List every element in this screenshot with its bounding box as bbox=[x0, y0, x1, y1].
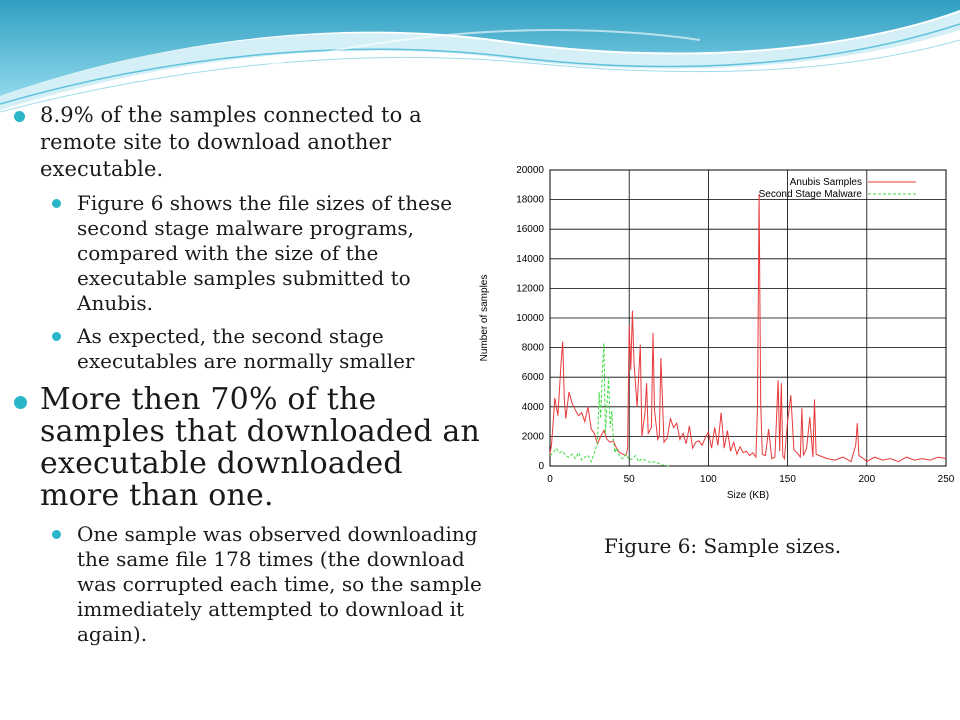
y-tick-label: 2000 bbox=[521, 431, 544, 443]
x-axis-label: Size (KB) bbox=[726, 490, 770, 501]
bullet-2 bbox=[14, 384, 484, 512]
bullet-1 bbox=[14, 102, 484, 183]
y-tick-label: 18000 bbox=[516, 194, 544, 206]
x-tick-label: 50 bbox=[623, 474, 635, 485]
x-tick-label: 250 bbox=[937, 474, 954, 485]
y-tick-label: 14000 bbox=[516, 253, 544, 265]
bullet-1-sub-1-text: Figure 6 shows the file sizes of these second stage malware programs, compared with the size of the executable samples submitted to Anubis. bbox=[77, 191, 453, 315]
y-tick-label: 0 bbox=[538, 461, 544, 472]
y-tick-label: 8000 bbox=[521, 342, 544, 354]
y-tick-label: 4000 bbox=[521, 401, 544, 413]
figure-caption: Figure 6: Sample sizes. bbox=[604, 534, 842, 558]
bullet-dot-icon bbox=[14, 396, 27, 409]
legend-label: Anubis Samples bbox=[789, 177, 862, 188]
y-tick-label: 6000 bbox=[521, 372, 544, 384]
x-tick-label: 150 bbox=[779, 474, 796, 485]
bullet-1-sub-2 bbox=[14, 324, 484, 374]
y-tick-label: 16000 bbox=[516, 224, 544, 236]
bullet-1-sub-1 bbox=[14, 191, 484, 316]
y-tick-label: 10000 bbox=[516, 313, 544, 324]
y-axis-label: Number of samples bbox=[479, 274, 490, 362]
legend-label: Second Stage Malware bbox=[758, 189, 862, 200]
bullet-2-sub-1 bbox=[14, 522, 484, 647]
y-tick-label: 12000 bbox=[516, 283, 544, 295]
bullet-dot-icon bbox=[52, 199, 61, 208]
sample-sizes-chart bbox=[474, 158, 954, 528]
bullet-1-text: 8.9% of the samples connected to a remote site to download another executable. bbox=[40, 103, 422, 181]
bullet-2-sub-1-text: One sample was observed downloading the same file 178 times (the download was corrupted each time, so the sample immediately attempted to download it again). bbox=[77, 522, 482, 646]
x-tick-label: 200 bbox=[858, 474, 876, 485]
bullet-dot-icon bbox=[52, 530, 61, 539]
bullet-dot-icon bbox=[52, 332, 61, 341]
bullet-list bbox=[14, 96, 484, 647]
bullet-1-sub-2-text: As expected, the second stage executables are normally smaller bbox=[77, 324, 415, 373]
x-tick-label: 0 bbox=[547, 474, 553, 485]
bullet-2-text: More then 70% of the samples that downloaded an executable downloaded more than one. bbox=[40, 382, 480, 513]
x-tick-label: 100 bbox=[700, 474, 717, 485]
bullet-dot-icon bbox=[14, 111, 25, 122]
y-tick-label: 20000 bbox=[516, 165, 544, 176]
